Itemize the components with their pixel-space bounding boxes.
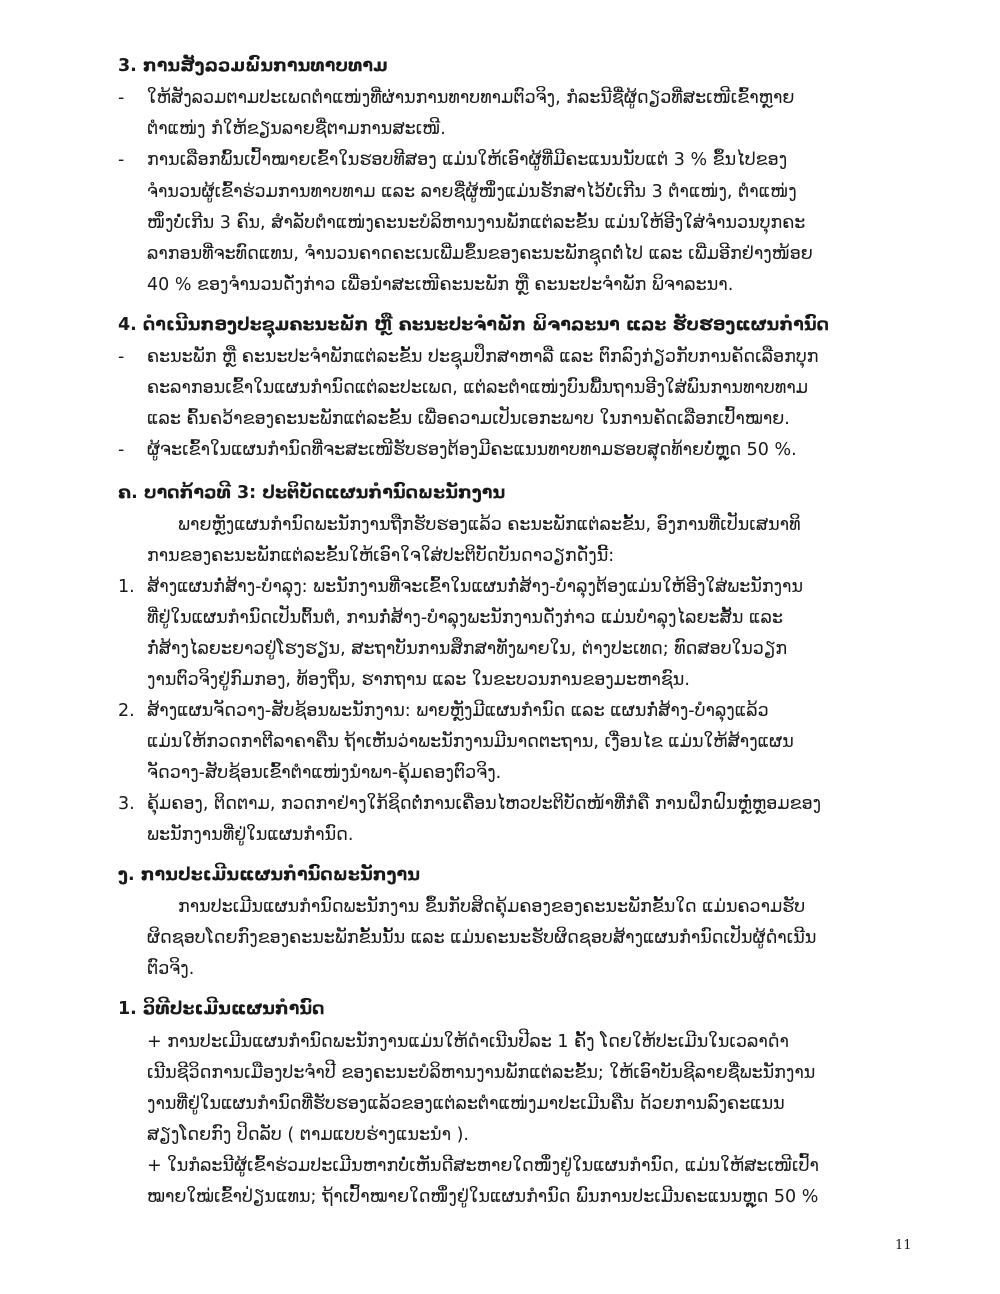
paragraph-line: ຄະນະພັກ ຫຼື ຄະນະປະຈຳພັກແຕ່ລະຂັ້ນ ປະຊຸມປຶກສາຫາລື ແລະ ຕົກລົງກ່ຽວກັບການຄັດເລືອກບຸກ	[147, 347, 819, 367]
paragraph-line: ລາກອນທີ່ຈະທົດແທນ, ຈຳນວນຄາດຄະເນເພີ່ມຂຶ້ນຂອງຄະນະພັກຊຸດຕໍ່ໄປ ແລະ ເພີ່ມອີກຢ່າງໜ້ອຍ	[147, 244, 813, 264]
list-number: 1.	[118, 577, 135, 597]
paragraph-line: ຜິດຊອບໂດຍກົງຂອງຄະນະພັກຂັ້ນນັ້ນ ແລະ ແມ່ນຄະນະຮັບຜິດຊອບສ້າງແຜນກຳນົດເປັນຜູ້ດຳເນີນ	[147, 928, 817, 948]
paragraph-line: + ໃນກໍລະນີຜູ້ເຂົ້າຮ່ວມປະເມີນຫາກບໍ່ເຫັນດີສະຫາຍໃດໜຶ່ງຢູ່ໃນແຜນກຳນົດ, ແມ່ນໃຫ້ສະເໜີເປົ້າ	[147, 1156, 819, 1176]
paragraph-line: ສ້າງແຜນຈັດວາງ-ສັບຊ້ອນພະນັກງານ: ພາຍຫຼັງມີແຜນກຳນົດ ແລະ ແຜນກໍ່ສ້າງ-ບຳລຸງແລ້ວ	[147, 701, 769, 721]
paragraph-line: ການຂອງຄະນະພັກແຕ່ລະຂັ້ນໃຫ້ເອົາໃຈໃສ່ປະຕິບັດບັນດາວຽກດັ່ງນີ້:	[147, 546, 615, 566]
list-number: 3.	[118, 794, 135, 814]
paragraph-line: ໜຶ່ງບໍ່ເກີນ 3 ຄົນ, ສຳລັບຕຳແໜ່ງຄະນະບໍລິຫານງານພັກແຕ່ລະຂັ້ນ ແມ່ນໃຫ້ອີງໃສ່ຈຳນວນບຸກຄະ	[147, 213, 806, 233]
list-number: 2.	[118, 701, 135, 721]
paragraph-line: ຄະລາກອນເຂົ້າໃນແຜນກຳນົດແຕ່ລະປະເພດ, ແຕ່ລະຕຳແໜ່ງບົນພື້ນຖານອີງໃສ່ພົນການທາບທາມ	[147, 378, 809, 398]
section-3-heading: 3. ການສັງລວມພົນການທາບທາມ	[118, 56, 388, 76]
paragraph-line: ຜູ້ຈະເຂົ້າໃນແຜນກຳນົດທີ່ຈະສະເໜີຮັບຮອງຕ້ອງມີຄະແນນທາບທາມຮອບສຸດທ້າຍບໍ່ຫຼຸດ 50 %.	[147, 440, 797, 460]
paragraph-line: ຕຳແໜ່ງ ກໍໃຫ້ຂຽນລາຍຊື່ຕາມການສະເໜີ.	[147, 119, 446, 139]
paragraph-line: ເນີນຊີວິດການເມືອງປະຈຳປີ ຂອງຄະນະບໍລິຫານງານພັກແຕ່ລະຂັ້ນ; ໃຫ້ເອົາບັນຊີລາຍຊື່ພະນັກງານ	[147, 1063, 816, 1083]
paragraph-line: ພະນັກງານທີ່ຢູ່ໃນແຜນກຳນົດ.	[147, 825, 354, 845]
paragraph-line: ຄຸ້ມຄອງ, ຕິດຕາມ, ກວດກາຢ່າງໃກ້ຊິດຕໍ່ການເຄື່ອນໄຫວປະຕິບັດໜ້າທີ່ກໍຄື ການຝຶກຝົນຫຼໍ່ຫຼອມຂອງ	[147, 794, 822, 814]
subsection-1-heading: 1. ວິທີປະເມີນແຜນກຳນົດ	[118, 999, 325, 1019]
paragraph-line: ການປະເມີນແຜນກຳນົດພະນັກງານ ຂຶ້ນກັບສິດຄຸ້ມຄອງຂອງຄະນະພັກຂັ້ນໃດ ແມ່ນຄວາມຮັບ	[178, 897, 806, 917]
bullet-marker: -	[118, 150, 125, 170]
paragraph-line: ການເລືອກພົ້ນເປົ້າໝາຍເຂົ້າໃນຮອບທີສອງ ແມ່ນໃຫ້ເອົາຜູ້ທີ່ມີຄະແນນນັບແຕ່ 3 % ຂຶ້ນໄປຂອງ	[147, 150, 788, 170]
section-4-heading: 4. ດຳເນີນກອງປະຊຸມຄະນະພັກ ຫຼື ຄະນະປະຈຳພັກ ພິຈາລະນາ ແລະ ຮັບຮອງແຜນກຳນົດ	[118, 315, 829, 335]
bullet-marker: -	[118, 440, 125, 460]
paragraph-line: ໃຫ້ສັງລວມຕາມປະເພດຕຳແໜ່ງທີ່ຜ່ານການທາບທາມຕົວຈິງ, ກໍລະນີຊື່ຜູ້ດຽວທີ່ສະເໜີເຂົ້າຫຼາຍ	[147, 88, 795, 108]
bullet-marker: -	[118, 88, 125, 108]
paragraph-line: ໝາຍໃໝ່ເຂົ້າປ່ຽນແທນ; ຖ້າເປົ້າໝາຍໃດໜຶ່ງຢູ່ໃນແຜນກຳນົດ ພົນການປະເມີນຄະແນນຫຼຸດ 50 %	[147, 1187, 819, 1207]
paragraph-line: + ການປະເມີນແຜນກຳນົດພະນັກງານແມ່ນໃຫ້ດຳເນີນປີລະ 1 ຄັ້ງ ໂດຍໃຫ້ປະເມີນໃນເວລາດຳ	[147, 1032, 789, 1052]
paragraph-line: ສ້າງແຜນກໍ່ສ້າງ-ບຳລຸງ: ພະນັກງານທີ່ຈະເຂົ້າໃນແຜນກໍ່ສ້າງ-ບຳລຸງຕ້ອງແມ່ນໃຫ້ອີງໃສ່ພະນັກງານ	[147, 577, 804, 597]
paragraph-line: ກໍ່ສ້າງໄລຍະຍາວຢູ່ໂຮງຮຽນ, ສະຖາບັນການສຶກສາທັງພາຍໃນ, ຕ່າງປະເທດ; ທົດສອບໃນວຽກ	[147, 639, 788, 659]
paragraph-line: ງານຕົວຈິງຢູ່ກົມກອງ, ທ້ອງຖິ່ນ, ຮາກຖານ ແລະ ໃນຂະບວນການຂອງມະຫາຊົນ.	[147, 670, 690, 690]
paragraph-line: ຕົວຈິງ.	[147, 959, 195, 979]
section-c-heading: ຄ. ບາດກ້າວທີ 3: ປະຕິບັດແຜນກຳນົດພະນັກງານ	[118, 483, 506, 503]
paragraph-line: 40 % ຂອງຈຳນວນດັ່ງກ່າວ ເພື່ອນຳສະເໜີຄະນະພັກ ຫຼື ຄະນະປະຈຳພັກ ພິຈາລະນາ.	[147, 275, 734, 295]
bullet-marker: -	[118, 347, 125, 367]
paragraph-line: ງານທີ່ຢູ່ໃນແຜນກຳນົດທີ່ຮັບຮອງແລ້ວຂອງແຕ່ລະຕຳແໜ່ງມາປະເມີນຄືນ ດ້ວຍການລົງຄະແນນ	[147, 1094, 785, 1114]
paragraph-line: ຈຳນວນຜູ້ເຂົ້າຮ່ວມການທາບທາມ ແລະ ລາຍຊື່ຜູ້ໜຶ່ງແມ່ນຮັກສາໄວ້ບໍ່ເກີນ 3 ຕຳແໜ່ງ, ຕຳແໜ່ງ	[147, 182, 797, 202]
paragraph-line: ຈັດວາງ-ສັບຊ້ອນເຂົ້າຕຳແໜ່ງນຳພາ-ຄຸ້ມຄອງຕົວຈິງ.	[147, 763, 502, 783]
section-g-heading: ງ. ການປະເມີນແຜນກຳນົດພະນັກງານ	[118, 865, 420, 885]
page-number: 11	[895, 1238, 912, 1253]
paragraph-line: ສຽງໂດຍກົງ ປິດລັບ ( ຕາມແບບຮ່າງແນະນຳ ).	[147, 1125, 469, 1145]
paragraph-line: ແມ່ນໃຫ້ກວດກາຕີລາຄາຄືນ ຖ້າເຫັນວ່າພະນັກງານມີນາດຕະຖານ, ເງື່ອນໄຂ ແມ່ນໃຫ້ສ້າງແຜນ	[147, 732, 794, 752]
paragraph-line: ແລະ ຄົ້ນຄວ້າຂອງຄະນະພັກແຕ່ລະຂັ້ນ ເພື່ອຄວາມເປັນເອກະພາບ ໃນການຄັດເລືອກເປົ້າໝາຍ.	[147, 409, 790, 429]
paragraph-line: ທີ່ຢູ່ໃນແຜນກຳນົດເປັນຕົ້ນຕໍ, ການກໍ່ສ້າງ-ບຳລຸງພະນັກງານດັ່ງກ່າວ ແມ່ນບຳລຸງໄລຍະສັ້ນ ແລະ	[147, 608, 783, 628]
paragraph-line: ພາຍຫຼັງແຜນກຳນົດພະນັກງານຖືກຮັບຮອງແລ້ວ ຄະນະພັກແຕ່ລະຂັ້ນ, ອົງການທີ່ເປັນເສນາທິ	[178, 515, 801, 535]
